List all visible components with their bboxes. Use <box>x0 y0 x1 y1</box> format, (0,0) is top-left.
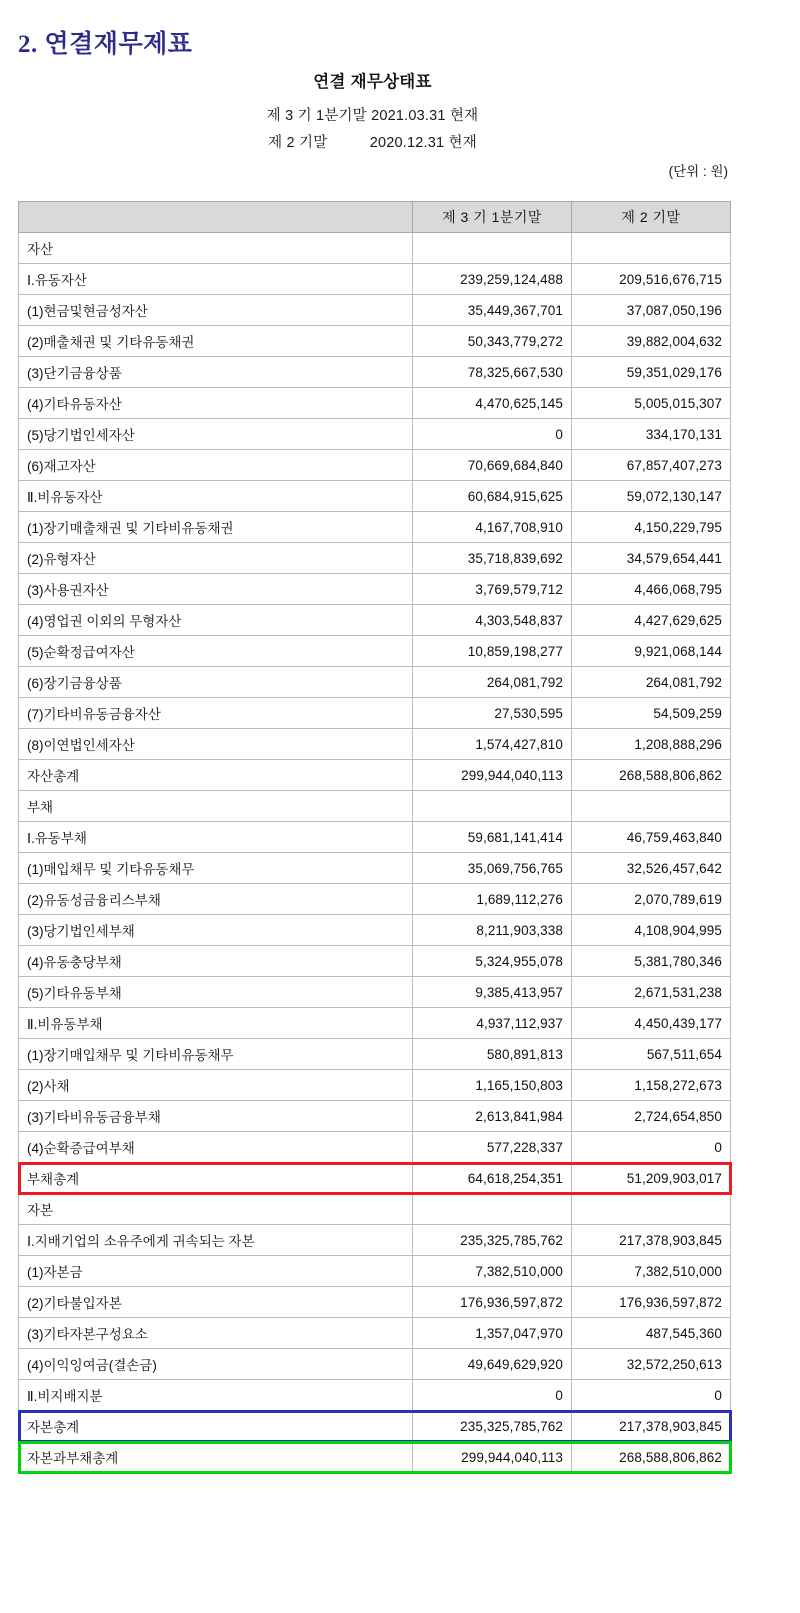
row-value-prior: 32,572,250,613 <box>572 1349 731 1380</box>
row-value-current: 35,718,839,692 <box>413 543 572 574</box>
row-label: Ⅱ.비지배지분 <box>19 1380 413 1411</box>
row-label: 자산 <box>19 233 413 264</box>
row-label: 자본과부채총계 <box>19 1442 413 1473</box>
row-value-current: 9,385,413,957 <box>413 977 572 1008</box>
row-value-current: 3,769,579,712 <box>413 574 572 605</box>
row-value-current: 49,649,629,920 <box>413 1349 572 1380</box>
table-row <box>19 1132 731 1163</box>
row-value-prior: 32,526,457,642 <box>572 853 731 884</box>
table-row <box>19 1318 731 1349</box>
table-row <box>19 295 731 326</box>
row-label: (4)기타유동자산 <box>19 388 413 419</box>
row-value-current: 70,669,684,840 <box>413 450 572 481</box>
table-header <box>19 202 731 233</box>
row-value-prior: 334,170,131 <box>572 419 731 450</box>
row-value-current: 7,382,510,000 <box>413 1256 572 1287</box>
row-value-current: 78,325,667,530 <box>413 357 572 388</box>
row-label: (4)순확증급여부채 <box>19 1132 413 1163</box>
table-header-row <box>19 202 731 233</box>
row-label: 부채총계 <box>19 1163 413 1194</box>
row-value-prior: 2,070,789,619 <box>572 884 731 915</box>
row-value-prior <box>572 233 731 264</box>
row-value-current: 0 <box>413 419 572 450</box>
row-value-current: 8,211,903,338 <box>413 915 572 946</box>
row-value-current: 27,530,595 <box>413 698 572 729</box>
row-label: Ⅱ.비유동자산 <box>19 481 413 512</box>
row-value-prior: 4,450,439,177 <box>572 1008 731 1039</box>
row-value-current: 299,944,040,113 <box>413 760 572 791</box>
table-row <box>19 884 731 915</box>
table-row <box>19 1380 731 1411</box>
row-value-prior: 59,351,029,176 <box>572 357 731 388</box>
row-label: (6)재고자산 <box>19 450 413 481</box>
row-value-prior: 567,511,654 <box>572 1039 731 1070</box>
row-value-prior: 4,427,629,625 <box>572 605 731 636</box>
table-row <box>19 667 731 698</box>
row-value-prior: 268,588,806,862 <box>572 1442 731 1473</box>
row-value-prior: 1,158,272,673 <box>572 1070 731 1101</box>
row-label: Ⅰ.유동부채 <box>19 822 413 853</box>
row-value-prior: 209,516,676,715 <box>572 264 731 295</box>
row-label: (6)장기금융상품 <box>19 667 413 698</box>
row-label: 자본 <box>19 1194 413 1225</box>
row-value-current: 1,574,427,810 <box>413 729 572 760</box>
row-label: 자산총계 <box>19 760 413 791</box>
column-header-label <box>19 202 413 233</box>
row-value-current: 4,167,708,910 <box>413 512 572 543</box>
row-label: (2)매출채권 및 기타유동채권 <box>19 326 413 357</box>
row-label: (3)단기금융상품 <box>19 357 413 388</box>
row-label: (4)영업권 이외의 무형자산 <box>19 605 413 636</box>
table-row <box>19 822 731 853</box>
row-label: (3)당기법인세부채 <box>19 915 413 946</box>
row-value-current <box>413 791 572 822</box>
table-row <box>19 977 731 1008</box>
row-label: (2)유동성금융리스부채 <box>19 884 413 915</box>
row-label: (3)기타비유동금융부채 <box>19 1101 413 1132</box>
row-value-current: 235,325,785,762 <box>413 1411 572 1442</box>
row-value-current: 239,259,124,488 <box>413 264 572 295</box>
row-value-prior: 54,509,259 <box>572 698 731 729</box>
row-value-current: 1,689,112,276 <box>413 884 572 915</box>
row-label: (3)기타자본구성요소 <box>19 1318 413 1349</box>
row-value-prior: 4,466,068,795 <box>572 574 731 605</box>
row-value-prior <box>572 1194 731 1225</box>
table-row <box>19 450 731 481</box>
table-row <box>19 264 731 295</box>
row-label: (2)유형자산 <box>19 543 413 574</box>
row-value-current: 64,618,254,351 <box>413 1163 572 1194</box>
row-label: (2)기타불입자본 <box>19 1287 413 1318</box>
row-value-current: 4,937,112,937 <box>413 1008 572 1039</box>
row-value-prior: 46,759,463,840 <box>572 822 731 853</box>
row-label: Ⅱ.비유동부채 <box>19 1008 413 1039</box>
row-value-current: 10,859,198,277 <box>413 636 572 667</box>
row-value-prior: 217,378,903,845 <box>572 1411 731 1442</box>
row-value-prior: 7,382,510,000 <box>572 1256 731 1287</box>
row-value-current: 4,303,548,837 <box>413 605 572 636</box>
row-value-current: 235,325,785,762 <box>413 1225 572 1256</box>
table-row <box>19 326 731 357</box>
table-row <box>19 1008 731 1039</box>
statement-title-block <box>0 68 745 158</box>
period-line-current: 제 3 기 1분기말 2021.03.31 현재 <box>266 108 479 124</box>
table-row <box>19 419 731 450</box>
table-row <box>19 1411 731 1442</box>
row-value-prior: 51,209,903,017 <box>572 1163 731 1194</box>
table-row <box>19 1349 731 1380</box>
row-label: (1)장기매입채무 및 기타비유동채무 <box>19 1039 413 1070</box>
row-value-prior: 1,208,888,296 <box>572 729 731 760</box>
table-row <box>19 853 731 884</box>
row-value-current: 35,069,756,765 <box>413 853 572 884</box>
row-value-prior: 34,579,654,441 <box>572 543 731 574</box>
row-value-current: 59,681,141,414 <box>413 822 572 853</box>
table-row <box>19 1070 731 1101</box>
row-label: Ⅰ.유동자산 <box>19 264 413 295</box>
row-value-current: 580,891,813 <box>413 1039 572 1070</box>
row-value-prior: 0 <box>572 1380 731 1411</box>
table-row <box>19 543 731 574</box>
period-line-prior: 제 2 기말 2020.12.31 현재 <box>268 135 477 151</box>
unit-note: (단위 : 원) <box>668 164 728 179</box>
row-label: (2)사채 <box>19 1070 413 1101</box>
section-heading: 2. 연결재무제표 <box>18 31 193 58</box>
table-row <box>19 946 731 977</box>
table-row <box>19 512 731 543</box>
row-value-current: 1,165,150,803 <box>413 1070 572 1101</box>
row-value-prior: 5,381,780,346 <box>572 946 731 977</box>
table-row <box>19 729 731 760</box>
row-value-prior: 39,882,004,632 <box>572 326 731 357</box>
row-label: 부채 <box>19 791 413 822</box>
row-label: Ⅰ.지배기업의 소유주에게 귀속되는 자본 <box>19 1225 413 1256</box>
row-value-prior: 67,857,407,273 <box>572 450 731 481</box>
row-value-prior <box>572 791 731 822</box>
row-value-prior: 37,087,050,196 <box>572 295 731 326</box>
row-value-prior: 2,671,531,238 <box>572 977 731 1008</box>
row-label: (1)현금및현금성자산 <box>19 295 413 326</box>
table-row <box>19 1442 731 1473</box>
row-label: (7)기타비유동금융자산 <box>19 698 413 729</box>
row-label: (4)유동충당부채 <box>19 946 413 977</box>
row-label: (5)기타유동부채 <box>19 977 413 1008</box>
row-label: (1)매입채무 및 기타유동채무 <box>19 853 413 884</box>
row-value-prior: 4,150,229,795 <box>572 512 731 543</box>
table-row <box>19 915 731 946</box>
balance-sheet-table <box>18 201 731 1473</box>
table-row <box>19 1287 731 1318</box>
row-value-current: 577,228,337 <box>413 1132 572 1163</box>
table-row <box>19 1256 731 1287</box>
row-value-current: 1,357,047,970 <box>413 1318 572 1349</box>
row-value-current <box>413 1194 572 1225</box>
row-value-current: 4,470,625,145 <box>413 388 572 419</box>
table-row <box>19 1039 731 1070</box>
row-value-current: 50,343,779,272 <box>413 326 572 357</box>
table-row <box>19 1225 731 1256</box>
table-row <box>19 636 731 667</box>
row-label: (5)당기법인세자산 <box>19 419 413 450</box>
row-value-current: 5,324,955,078 <box>413 946 572 977</box>
row-label: (8)이연법인세자산 <box>19 729 413 760</box>
row-value-current: 0 <box>413 1380 572 1411</box>
row-value-prior: 176,936,597,872 <box>572 1287 731 1318</box>
table-row <box>19 574 731 605</box>
row-value-prior: 9,921,068,144 <box>572 636 731 667</box>
row-value-current <box>413 233 572 264</box>
column-header-period-current: 제 3 기 1분기말 <box>413 202 572 233</box>
row-value-prior: 5,005,015,307 <box>572 388 731 419</box>
statement-title: 연결 재무상태표 <box>313 73 432 91</box>
column-header-period-prior: 제 2 기말 <box>572 202 731 233</box>
table-row <box>19 791 731 822</box>
table-row <box>19 698 731 729</box>
row-label: 자본총계 <box>19 1411 413 1442</box>
table-row <box>19 357 731 388</box>
row-value-current: 35,449,367,701 <box>413 295 572 326</box>
row-label: (1)장기매출채권 및 기타비유동채권 <box>19 512 413 543</box>
table-row <box>19 481 731 512</box>
row-value-current: 60,684,915,625 <box>413 481 572 512</box>
table-row <box>19 1194 731 1225</box>
table-body <box>19 233 731 1473</box>
row-value-prior: 59,072,130,147 <box>572 481 731 512</box>
row-value-prior: 0 <box>572 1132 731 1163</box>
row-value-current: 299,944,040,113 <box>413 1442 572 1473</box>
row-value-current: 176,936,597,872 <box>413 1287 572 1318</box>
row-label: (3)사용권자산 <box>19 574 413 605</box>
row-value-current: 264,081,792 <box>413 667 572 698</box>
table-row <box>19 760 731 791</box>
table-row <box>19 1163 731 1194</box>
table-row <box>19 388 731 419</box>
table-row <box>19 605 731 636</box>
balance-sheet-table-container <box>18 201 730 1473</box>
row-label: (5)순확정급여자산 <box>19 636 413 667</box>
row-value-prior: 4,108,904,995 <box>572 915 731 946</box>
row-value-prior: 2,724,654,850 <box>572 1101 731 1132</box>
table-row <box>19 233 731 264</box>
row-label: (4)이익잉여금(결손금) <box>19 1349 413 1380</box>
row-value-prior: 264,081,792 <box>572 667 731 698</box>
row-value-prior: 268,588,806,862 <box>572 760 731 791</box>
row-value-prior: 217,378,903,845 <box>572 1225 731 1256</box>
row-value-prior: 487,545,360 <box>572 1318 731 1349</box>
table-row <box>19 1101 731 1132</box>
row-label: (1)자본금 <box>19 1256 413 1287</box>
row-value-current: 2,613,841,984 <box>413 1101 572 1132</box>
